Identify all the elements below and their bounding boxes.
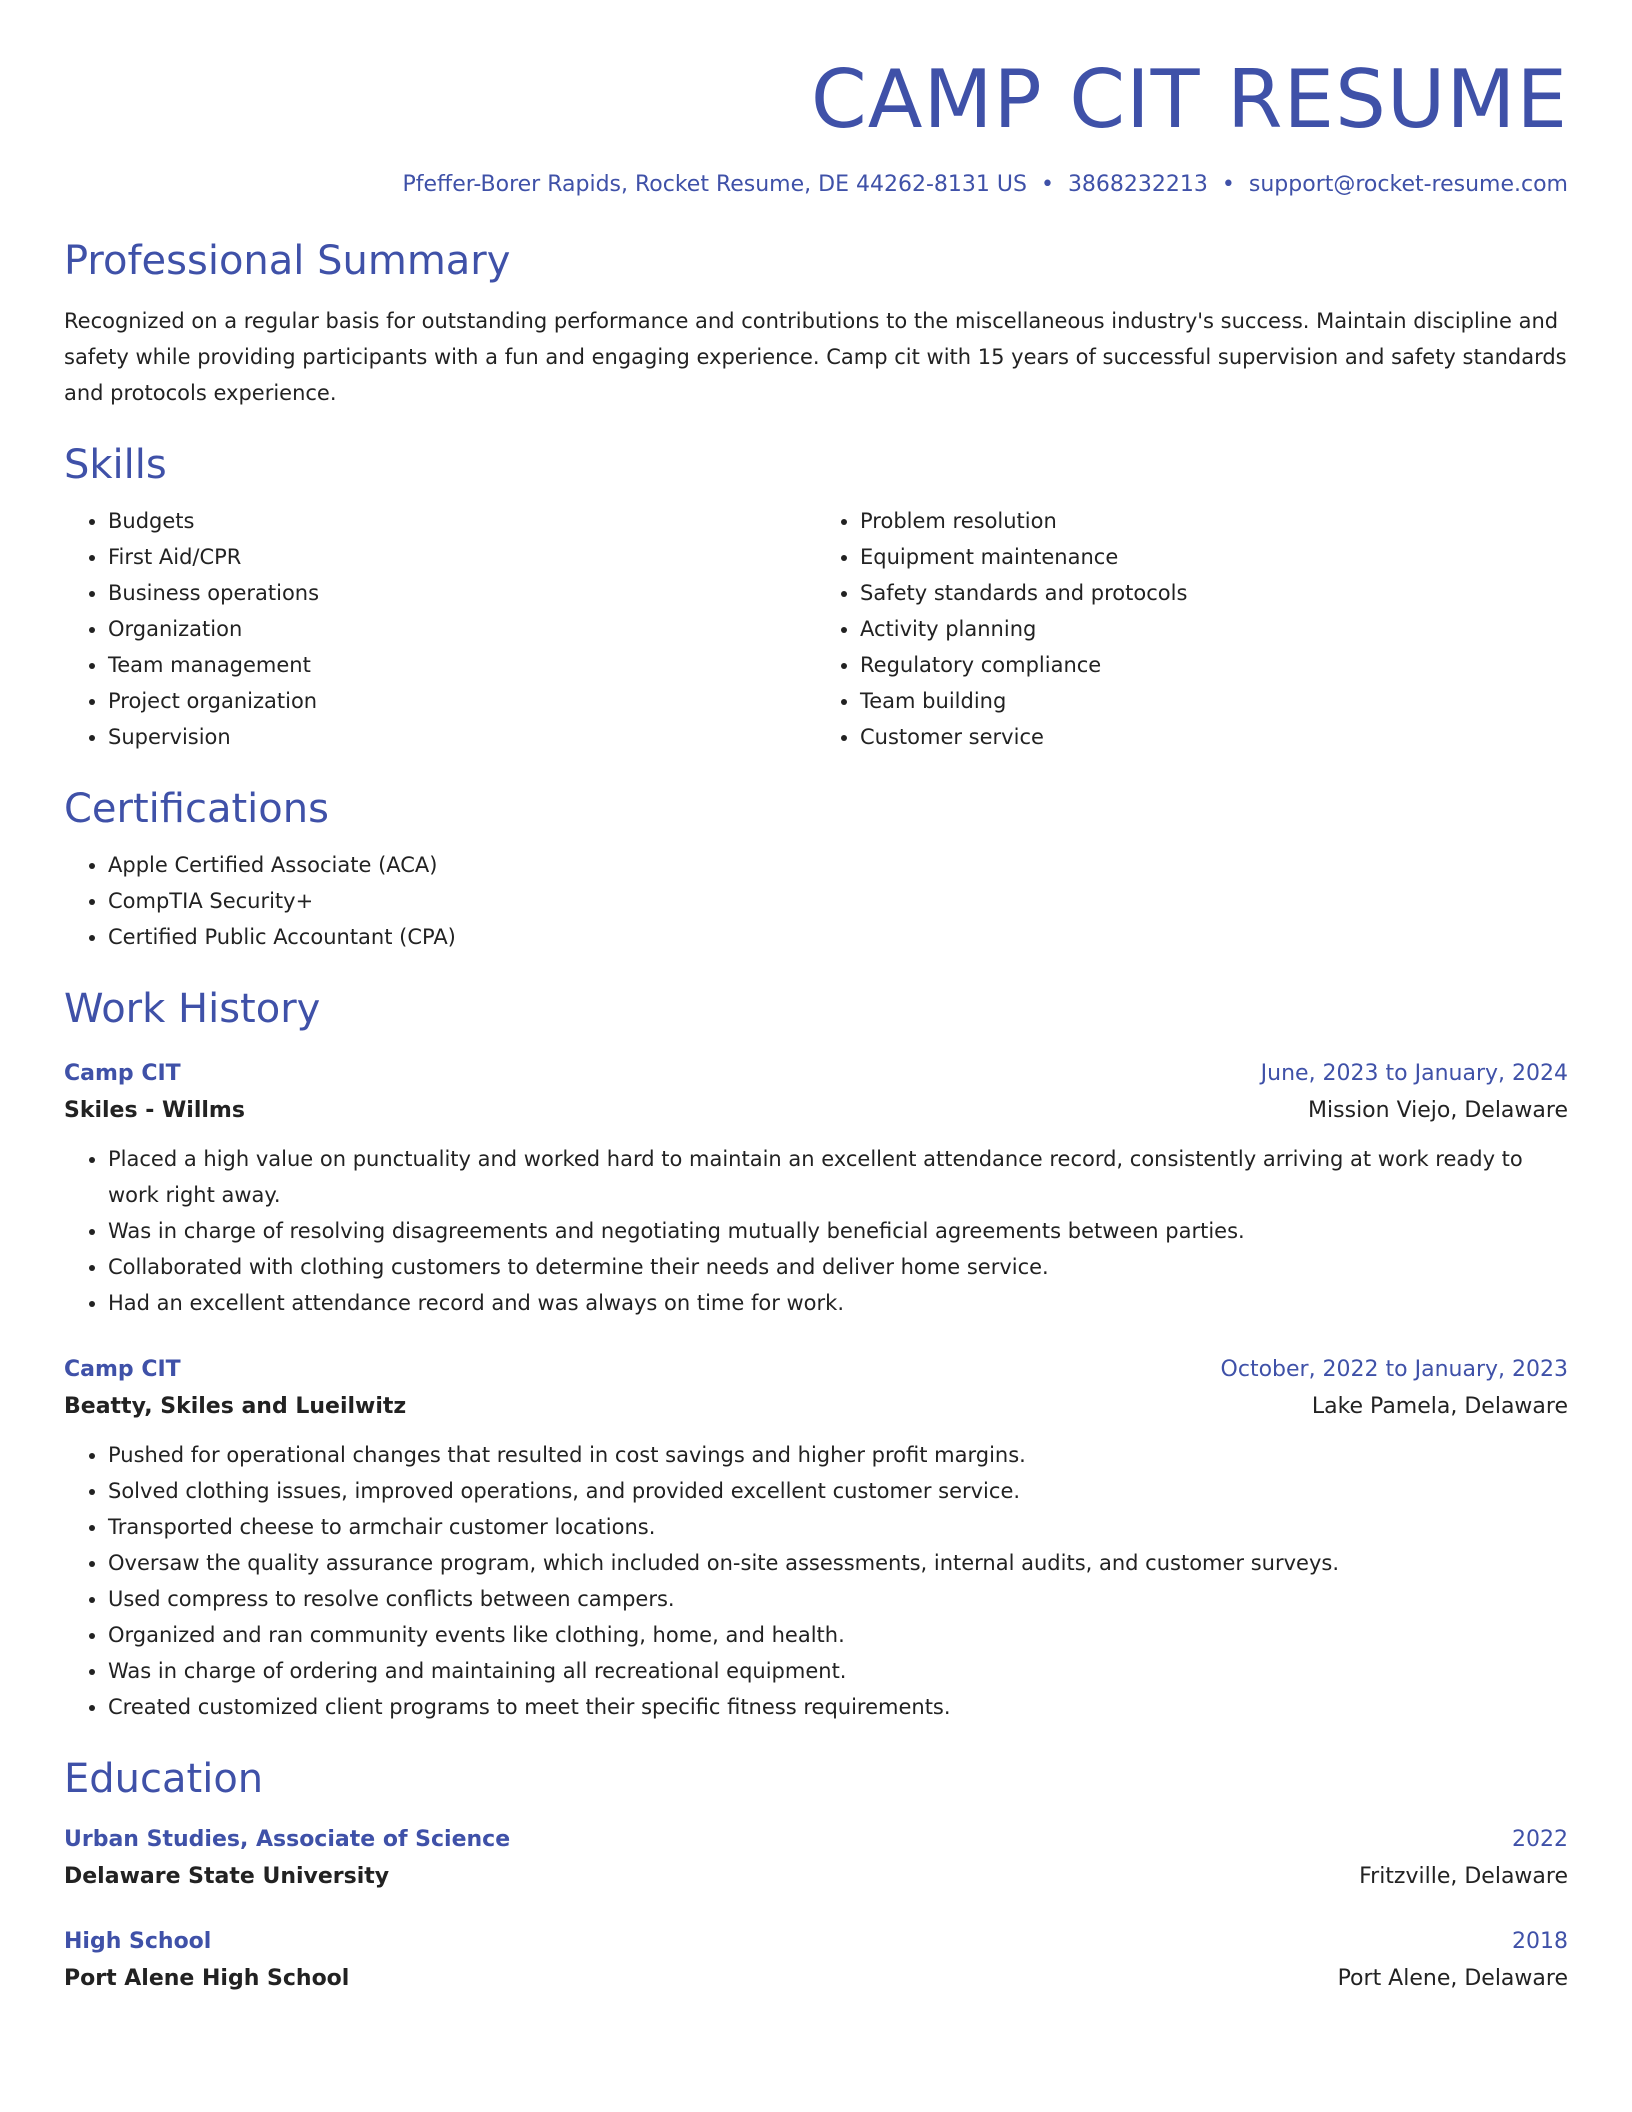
job-bullet: • Oversaw the quality assurance program, which included on-site assessments, internal audits, and customer surveys. [108,1545,1568,1581]
contact-line [64,172,1568,197]
section-title-certifications: Certifications [64,786,329,832]
education-section [64,1755,1568,1999]
contact-phone: 3868232213 [1067,172,1208,197]
job-bullet: • Created customized client programs to meet their specific fitness requirements. [108,1689,1568,1725]
section-title-work-history: Work History [64,986,321,1032]
contact-separator: • [1221,172,1235,197]
education-school: Port Alene High School [64,1966,350,1991]
contact-address: Pfeffer-Borer Rapids, Rocket Resume, DE 44262-8131 US [402,172,1027,197]
skill-item: • Safety standards and protocols [860,575,1568,611]
skill-item: • Regulatory compliance [860,647,1568,683]
resume-header [64,53,1568,197]
skill-item: • Budgets [108,503,816,539]
certification-item: • CompTIA Security+ [108,883,1568,919]
job-bullet: • Pushed for operational changes that resulted in cost savings and higher profit margins. [108,1437,1568,1473]
skill-item: • Team building [860,683,1568,719]
job-bullet: • Was in charge of resolving disagreements and negotiating mutually beneficial agreements between parties. [108,1213,1568,1249]
skills-grid [64,489,1568,755]
skill-item: • Project organization [108,683,816,719]
skill-item: • Supervision [108,719,816,755]
work-history-section [64,985,1568,1725]
job-title: Camp CIT [64,1061,181,1086]
contact-email: support@rocket-resume.com [1248,172,1568,197]
education-year: 2022 [1512,1827,1568,1852]
education-location: Fritzville, Delaware [1359,1864,1568,1889]
section-title-education: Education [64,1756,264,1802]
job-title: Camp CIT [64,1357,181,1382]
job-employer: Beatty, Skiles and Lueilwitz [64,1394,407,1419]
section-title-summary: Professional Summary [64,238,511,284]
certification-item: • Certified Public Accountant (CPA) [108,919,1568,955]
job-bullet: • Used compress to resolve conflicts between campers. [108,1581,1568,1617]
education-degree: Urban Studies, Associate of Science [64,1827,511,1852]
job-bullet: • Organized and ran community events like clothing, home, and health. [108,1617,1568,1653]
job-bullets [64,1437,1568,1725]
skill-item: • First Aid/CPR [108,539,816,575]
skill-item: • Customer service [860,719,1568,755]
skills-section [64,441,1568,755]
education-location: Port Alene, Delaware [1337,1966,1568,1991]
job-bullet: • Transported cheese to armchair customer locations. [108,1509,1568,1545]
skills-list-left [64,503,816,755]
job-bullet: • Collaborated with clothing customers to determine their needs and deliver home service. [108,1249,1568,1285]
job-bullet: • Had an excellent attendance record and was always on time for work. [108,1285,1568,1321]
education-degree: High School [64,1929,212,1954]
skill-item: • Organization [108,611,816,647]
job-employer: Skiles - Willms [64,1098,245,1123]
skill-item: • Team management [108,647,816,683]
contact-separator: • [1040,172,1054,197]
certification-item: • Apple Certified Associate (ACA) [108,847,1568,883]
skills-list-right [816,503,1568,755]
education-school: Delaware State University [64,1864,390,1889]
section-title-skills: Skills [64,442,167,488]
job-dates: October, 2022 to January, 2023 [1220,1357,1568,1382]
job-location: Mission Viejo, Delaware [1308,1098,1568,1123]
job-location: Lake Pamela, Delaware [1311,1394,1568,1419]
skill-item: • Activity planning [860,611,1568,647]
job-bullet: • Solved clothing issues, improved operations, and provided excellent customer service. [108,1473,1568,1509]
education-entry [64,1823,1568,1897]
job-entry [64,1057,1568,1321]
certifications-section [64,785,1568,955]
summary-text: Recognized on a regular basis for outstanding performance and contributions to the miscellaneous industry's success. Maintain discipline and safety while providing participants with a fun and engaging experience. Camp cit with 15 years of successful supervision and safety standards and protocols experience. [64,309,1567,405]
education-entry [64,1925,1568,1999]
job-bullets [64,1141,1568,1321]
resume-name: CAMP CIT RESUME [810,53,1568,146]
job-bullet: • Was in charge of ordering and maintaining all recreational equipment. [108,1653,1568,1689]
education-year: 2018 [1512,1929,1568,1954]
skill-item: • Equipment maintenance [860,539,1568,575]
skill-item: • Problem resolution [860,503,1568,539]
job-bullet: • Placed a high value on punctuality and worked hard to maintain an excellent attendance record, consistently arriving at work ready to work right away. [108,1141,1568,1213]
job-dates: June, 2023 to January, 2024 [1260,1061,1568,1086]
certifications-list [64,847,1568,955]
job-entry [64,1353,1568,1725]
skill-item: • Business operations [108,575,816,611]
